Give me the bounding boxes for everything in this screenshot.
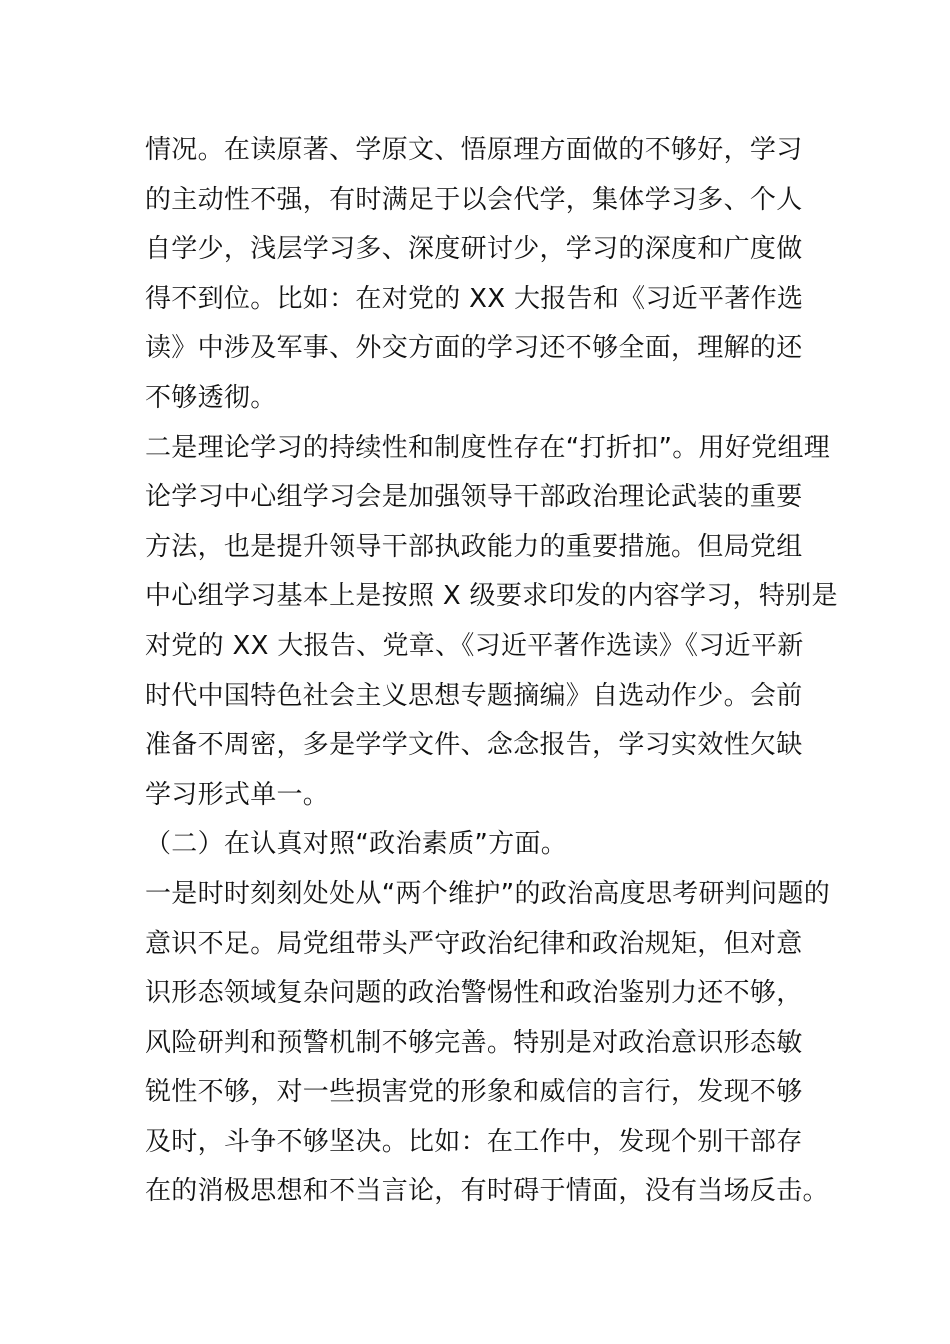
text-line: 风险研判和预警机制不够完善。特别是对政治意识形态敏 [145,1027,803,1058]
text-line: 一是时时刻刻处处从“两个维护”的政治高度思考研判问题的 [145,878,831,909]
text-line: 时代中国特色社会主义思想专题摘编》自选动作少。会前 [145,680,803,711]
text-line: 锐性不够，对一些损害党的形象和威信的言行，发现不够 [145,1077,803,1108]
text-line: 论学习中心组学习会是加强领导干部政治理论武装的重要 [145,482,803,513]
text-line: 及时，斗争不够坚决。比如：在工作中，发现个别干部存 [145,1126,803,1157]
text-line: 的主动性不强，有时满足于以会代学，集体学习多、个人 [145,184,803,215]
text-line: 自学少，浅层学习多、深度研讨少，学习的深度和广度做 [145,234,803,265]
text-line: 情况。在读原著、学原文、悟原理方面做的不够好，学习 [145,135,803,165]
text-line: 得不到位。比如：在对党的 XX 大报告和《习近平著作选 [145,283,804,314]
text-line: 学习形式单一。 [145,779,330,810]
text-line: 识形态领域复杂问题的政治警惕性和政治鉴别力还不够， [145,978,803,1009]
body-text [145,126,838,1217]
text-line: 二是理论学习的持续性和制度性存在“打折扣”。用好党组理 [145,432,831,463]
text-line: 中心组学习基本上是按照 X 级要求印发的内容学习，特别是 [145,581,838,612]
text-line: 意识不足。局党组带头严守政治纪律和政治规矩，但对意 [145,928,803,959]
text-line: 在的消极思想和不当言论，有时碍于情面，没有当场反击。 [145,1176,829,1207]
text-line: 准备不周密，多是学学文件、念念报告，学习实效性欠缺 [145,730,803,761]
text-line: 不够透彻。 [145,382,277,413]
text-line: 对党的 XX 大报告、党章、《习近平著作选读》《习近平新 [145,630,804,661]
text-line: 方法，也是提升领导干部执政能力的重要措施。但局党组 [145,531,803,562]
text-line: 读》中涉及军事、外交方面的学习还不够全面，理解的还 [145,333,803,364]
section-heading: （二）在认真对照“政治素质”方面。 [145,829,568,860]
